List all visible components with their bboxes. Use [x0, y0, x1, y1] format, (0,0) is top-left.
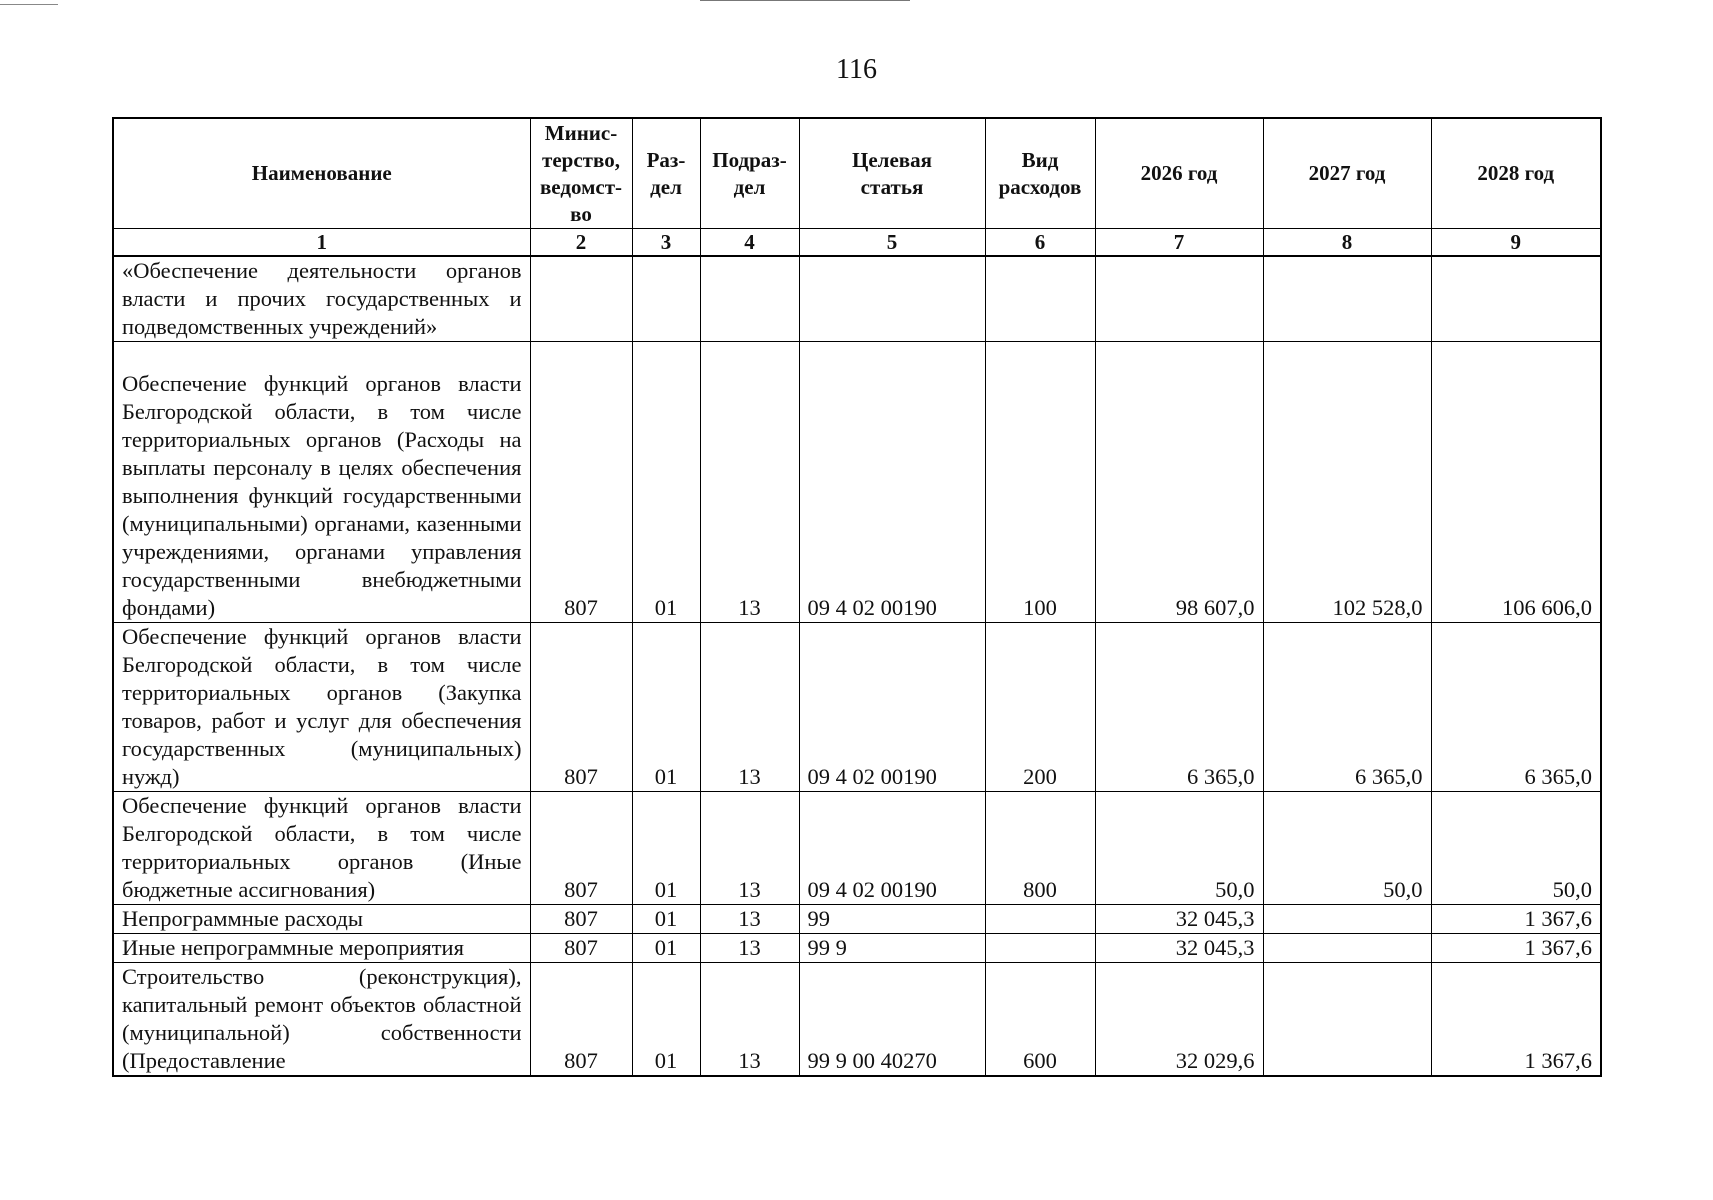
column-number: 3	[632, 229, 700, 257]
row-target-article: 09 4 02 00190	[799, 623, 985, 792]
row-name: Иные непрограммные мероприятия	[113, 934, 530, 963]
table-row	[113, 623, 1601, 792]
row-2026: 98 607,0	[1095, 342, 1263, 623]
header-ministry-line: терство,	[542, 147, 620, 172]
header-target-line: Целевая	[852, 147, 932, 172]
table-row	[113, 792, 1601, 905]
row-2028: 106 606,0	[1431, 342, 1601, 623]
table-row	[113, 905, 1601, 934]
header-ministry-line: ведомст-	[539, 174, 623, 199]
row-target-article: 09 4 02 00190	[799, 342, 985, 623]
header-target-line: статья	[860, 174, 924, 199]
row-ministry: 807	[530, 792, 632, 905]
row-2028	[1431, 256, 1601, 342]
row-name: Непрограммные расходы	[113, 905, 530, 934]
budget-table	[112, 117, 1602, 1077]
header-ministry	[530, 118, 632, 229]
row-2027	[1263, 905, 1431, 934]
row-expense-type: 200	[985, 623, 1095, 792]
scan-edge-mark-top	[700, 0, 910, 1]
row-2027: 6 365,0	[1263, 623, 1431, 792]
header-target-article	[799, 118, 985, 229]
row-2028: 1 367,6	[1431, 963, 1601, 1077]
row-subsection	[700, 256, 799, 342]
row-target-article	[799, 256, 985, 342]
row-expense-type	[985, 905, 1095, 934]
row-section	[632, 256, 700, 342]
row-ministry: 807	[530, 905, 632, 934]
row-expense-type	[985, 256, 1095, 342]
row-expense-type	[985, 934, 1095, 963]
row-2026: 50,0	[1095, 792, 1263, 905]
row-ministry: 807	[530, 963, 632, 1077]
column-number: 1	[113, 229, 530, 257]
row-name: Обеспечение функций органов власти Белгородской области, в том числе территориальных органов (Расходы на выплаты персоналу в целях обеспечения выполнения функций государственными (муниципальными) органами, казенными учреждениями, органами управления государственными внебюджетными фондами)	[113, 342, 530, 623]
row-section: 01	[632, 905, 700, 934]
row-subsection: 13	[700, 963, 799, 1077]
column-number: 9	[1431, 229, 1601, 257]
header-subsection-line: дел	[733, 174, 766, 199]
row-subsection: 13	[700, 905, 799, 934]
row-2028: 1 367,6	[1431, 934, 1601, 963]
header-section	[632, 118, 700, 229]
row-2027	[1263, 963, 1431, 1077]
header-name: Наименование	[113, 118, 530, 229]
row-target-article: 99 9	[799, 934, 985, 963]
page-number: 116	[836, 54, 877, 85]
row-ministry: 807	[530, 934, 632, 963]
row-subsection: 13	[700, 342, 799, 623]
row-2026: 32 045,3	[1095, 934, 1263, 963]
row-section: 01	[632, 342, 700, 623]
row-subsection: 13	[700, 934, 799, 963]
row-expense-type: 600	[985, 963, 1095, 1077]
header-ministry-line: Минис-	[544, 120, 618, 145]
row-subsection: 13	[700, 792, 799, 905]
header-section-line: дел	[650, 174, 682, 199]
column-number: 2	[530, 229, 632, 257]
row-target-article: 99	[799, 905, 985, 934]
column-number: 4	[700, 229, 799, 257]
row-2027	[1263, 934, 1431, 963]
table-row	[113, 934, 1601, 963]
column-number: 5	[799, 229, 985, 257]
row-2028: 1 367,6	[1431, 905, 1601, 934]
table-row	[113, 256, 1601, 342]
row-section: 01	[632, 792, 700, 905]
row-2027: 50,0	[1263, 792, 1431, 905]
column-number: 7	[1095, 229, 1263, 257]
table-row	[113, 963, 1601, 1077]
row-name: Обеспечение функций органов власти Белгородской области, в том числе территориальных органов (Иные бюджетные ассигнования)	[113, 792, 530, 905]
header-subsection-line: Подраз-	[712, 147, 787, 172]
row-expense-type: 100	[985, 342, 1095, 623]
row-ministry: 807	[530, 342, 632, 623]
row-subsection: 13	[700, 623, 799, 792]
row-name: «Обеспечение деятельности органов власти и прочих государственных и подведомственных учреждений»	[113, 256, 530, 342]
row-target-article: 99 9 00 40270	[799, 963, 985, 1077]
header-2026: 2026 год	[1095, 118, 1263, 229]
row-2027: 102 528,0	[1263, 342, 1431, 623]
header-2027: 2027 год	[1263, 118, 1431, 229]
row-target-article: 09 4 02 00190	[799, 792, 985, 905]
row-ministry: 807	[530, 623, 632, 792]
row-section: 01	[632, 963, 700, 1077]
column-number-row	[113, 229, 1601, 257]
row-section: 01	[632, 623, 700, 792]
header-expense-line: расходов	[998, 174, 1082, 199]
row-name: Обеспечение функций органов власти Белгородской области, в том числе территориальных органов (Закупка товаров, работ и услуг для обеспечения государственных (муниципальных) нужд)	[113, 623, 530, 792]
row-2028: 50,0	[1431, 792, 1601, 905]
table-row	[113, 342, 1601, 623]
header-2028: 2028 год	[1431, 118, 1601, 229]
header-section-line: Раз-	[646, 147, 686, 172]
header-subsection	[700, 118, 799, 229]
row-2026: 32 029,6	[1095, 963, 1263, 1077]
header-row	[113, 118, 1601, 229]
row-ministry	[530, 256, 632, 342]
row-expense-type: 800	[985, 792, 1095, 905]
header-expense-type	[985, 118, 1095, 229]
header-ministry-line: во	[570, 201, 592, 226]
row-name: Строительство (реконструкция), капитальный ремонт объектов областной (муниципальной) собственности (Предоставление	[113, 963, 530, 1077]
column-number: 8	[1263, 229, 1431, 257]
row-2027	[1263, 256, 1431, 342]
row-section: 01	[632, 934, 700, 963]
row-2026	[1095, 256, 1263, 342]
scan-edge-mark	[0, 4, 58, 5]
row-2026: 6 365,0	[1095, 623, 1263, 792]
column-number: 6	[985, 229, 1095, 257]
header-expense-line: Вид	[1021, 147, 1059, 172]
row-2028: 6 365,0	[1431, 623, 1601, 792]
row-2026: 32 045,3	[1095, 905, 1263, 934]
